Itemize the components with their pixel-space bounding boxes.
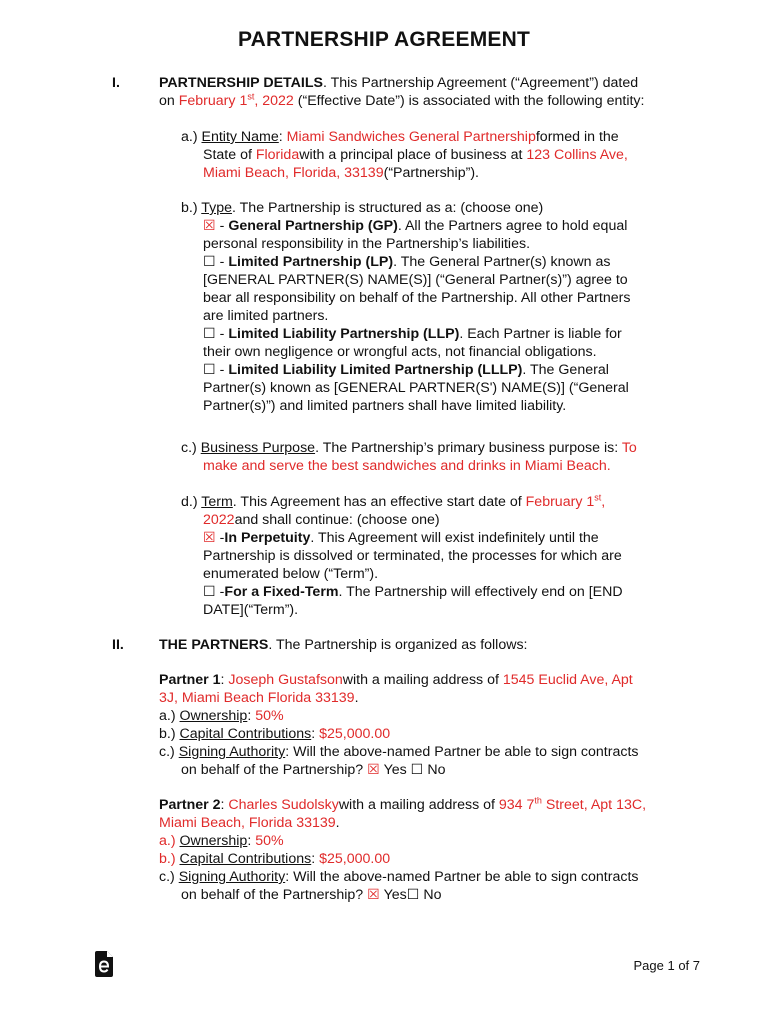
term-label: Term: [201, 494, 233, 510]
section-2-number: II.: [112, 637, 124, 653]
effective-date: February 1st, 2022: [178, 91, 294, 109]
partner-1-yes-checkbox-checked[interactable]: ☒: [367, 762, 380, 778]
entity-name-item: a.) Entity Name: Miami Sandwiches General Partnershipformed in the State of Floridawith a principal place of business at 123 Collins Ave, Miami Beach, Florida, 33139(“Partnership”).: [181, 129, 628, 181]
llp-checkbox[interactable]: ☐: [203, 326, 216, 342]
lp-checkbox[interactable]: ☐: [203, 254, 216, 270]
page-title: PARTNERSHIP AGREEMENT: [237, 28, 530, 51]
partner-2-label: Partner 2: [159, 797, 221, 813]
lllp-option-title: Limited Liability Limited Partnership (LLLP): [228, 362, 523, 378]
entity-name-value: Miami Sandwiches General Partnership: [286, 129, 536, 145]
lllp-checkbox[interactable]: ☐: [203, 362, 216, 378]
document-logo-icon: [94, 951, 114, 977]
term-start-year: 2022: [203, 512, 235, 528]
term-item: d.) Term. This Agreement has an effective start date of February 1st, 2022and shall continue: (choose one) ☒ -In Perpetuity. This Agreement will exist indefinitely until the Partnership is dissolved or terminated, the processes for which are enumerated below (“Term”). ☐ -For a Fixed-Term. The Partnership will effectively end on [END DATE](“Term”).: [181, 492, 623, 618]
type-label: Type: [201, 200, 233, 216]
business-purpose-item: c.) Business Purpose. The Partnership’s primary business purpose is: To make and serve the best sandwiches and drinks in Miami Beach.: [181, 439, 681, 475]
business-purpose-value-2: make and serve the best sandwiches and drinks in Miami Beach.: [203, 458, 611, 474]
partner-1-ownership-value: 50%: [255, 708, 284, 724]
partner-2-yes-checkbox-checked[interactable]: ☒: [367, 887, 380, 903]
partner-2-ownership-value: 50%: [255, 833, 284, 849]
business-purpose-label: Business Purpose: [200, 440, 316, 456]
lp-option-title: Limited Partnership (LP): [228, 254, 394, 270]
partner-2-name: Charles Sudolsky: [228, 797, 339, 813]
type-item: b.) Type. The Partnership is structured as a: (choose one) ☒ - General Partnership (GP). All the Partners agree to hold equal personal responsibility in the Partnership’s liabilities. ☐ - Limited Partnership (LP). The General Partner(s) known as [GENERAL PARTNER(S) NAME(S)] (“General Partner(s)”) agree to bear all responsibility on behalf of the Partnership. All other Partners are limited partners. ☐ - Limited Liability Partnership (LLP). Each Partner is liable for their own negligence or wrongful acts, not financial obligations. ☐ - Limited Liability Limited Partnership (LLLP). The General Partner(s) known as [GENERAL PARTNER(S') NAME(S)] (“General Partner(s)”) and limited partners shall have limited liability.: [181, 200, 631, 414]
partner-1-name: Joseph Gustafson: [228, 672, 343, 688]
partner-2-no-checkbox[interactable]: ☐: [406, 887, 420, 903]
partner-2-ownership-label: Ownership: [179, 833, 248, 849]
section-1-intro: PARTNERSHIP DETAILS. This Partnership Agreement (“Agreement”) dated on February 1st, 2022 (“Effective Date”) is associated with the following entity:: [159, 75, 645, 109]
gp-option-title: General Partnership (GP): [228, 218, 398, 234]
business-purpose-value-1: To: [621, 440, 637, 456]
partner-2-address-line-1: 934 7th Street, Apt 13C,: [498, 795, 647, 813]
partner-1-ownership-label: Ownership: [179, 708, 248, 724]
partner-1-signing-label: Signing Authority: [178, 744, 286, 760]
partner-2-signing-label: Signing Authority: [178, 869, 286, 885]
llp-option-title: Limited Liability Partnership (LLP): [228, 326, 460, 342]
partner-1-label: Partner 1: [159, 672, 221, 688]
section-1-number: I.: [112, 75, 120, 91]
partner-1-block: Partner 1: Joseph Gustafsonwith a mailing address of 1545 Euclid Ave, Apt 3J, Miami Beach Florida 33139. a.) Ownership: 50% b.) Capital Contributions: $25,000.00 c.) Signing Authority: Will the above-named Partner be able to sign contracts on behalf of the Partnership? ☒ Yes ☐ No: [159, 672, 639, 778]
section-2-intro: THE PARTNERS. The Partnership is organized as follows:: [159, 637, 528, 653]
partner-1-capital-label: Capital Contributions: [179, 726, 312, 742]
term-start-date: February 1st,: [525, 492, 606, 510]
partner-1-capital-value: $25,000.00: [319, 726, 391, 742]
fixed-term-option-title: For a Fixed-Term: [224, 584, 339, 600]
partner-2-block: Partner 2: Charles Sudolskywith a mailing address of 934 7th Street, Apt 13C, Miami Beach, Florida 33139. a.) Ownership: 50% b.) Capital Contributions: $25,000.00 c.) Signing Authority: Will the above-named Partner be able to sign contracts on behalf of the Partnership? ☒ Yes☐ No: [159, 795, 647, 903]
partner-1-address-line-2: 3J, Miami Beach Florida 33139: [159, 690, 355, 706]
section-1-heading: PARTNERSHIP DETAILS: [159, 75, 323, 91]
page-number: Page 1 of 7: [633, 958, 700, 973]
perpetuity-checkbox-checked[interactable]: ☒: [203, 530, 216, 546]
perpetuity-option-title: In Perpetuity: [224, 530, 311, 546]
gp-checkbox-checked[interactable]: ☒: [203, 218, 216, 234]
entity-state-value: Florida: [255, 147, 300, 163]
section-2-heading: THE PARTNERS: [159, 637, 269, 653]
entity-address-line-1: 123 Collins Ave,: [526, 147, 628, 163]
partner-1-no-checkbox[interactable]: ☐: [410, 762, 424, 778]
entity-address-line-2: Miami Beach, Florida, 33139: [203, 165, 384, 181]
partner-2-capital-label: Capital Contributions: [179, 851, 312, 867]
entity-name-label: Entity Name: [201, 129, 279, 145]
partner-2-address-line-2: Miami Beach, Florida 33139: [159, 815, 336, 831]
partner-1-address-line-1: 1545 Euclid Ave, Apt: [502, 672, 633, 688]
partner-2-capital-value: $25,000.00: [319, 851, 391, 867]
fixed-term-checkbox[interactable]: ☐: [203, 584, 216, 600]
